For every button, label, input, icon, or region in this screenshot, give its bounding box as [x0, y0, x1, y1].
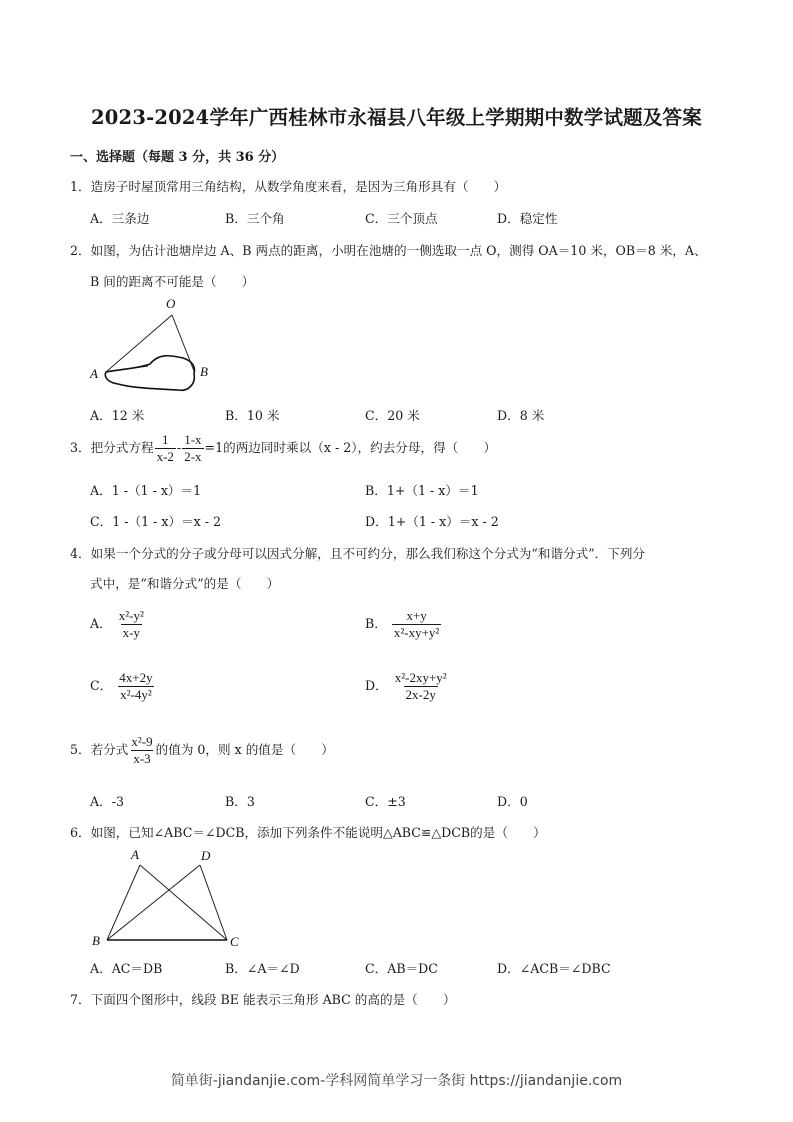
denominator: 2x-2y: [405, 687, 436, 702]
fraction: [393, 670, 449, 703]
fraction: [155, 432, 176, 465]
question-number: 2．: [70, 243, 91, 258]
q2-option-c: C．20 米: [365, 408, 420, 423]
numerator: 4x+2y: [119, 670, 153, 685]
numerator: x²-9: [131, 734, 153, 749]
question-number: 6．: [70, 825, 91, 840]
q3-option-d: D．1+（1 - x）＝x - 2: [365, 514, 499, 529]
question-number: 3．: [70, 440, 91, 455]
option-label: B．: [365, 616, 387, 631]
label-c: C: [230, 934, 239, 949]
question-7: [70, 989, 456, 1008]
question-text: 的值为 0，则 x 的值是（ ）: [155, 742, 334, 757]
q4-option-c: [90, 670, 156, 703]
denominator: x²-4y²: [120, 687, 152, 702]
option-label: A．: [90, 616, 112, 631]
numerator: x²-y²: [118, 608, 144, 623]
question-text: 如果一个分式的分子或分母可以因式分解，且不可约分，那么我们称这个分式为“和谐分式”．下列分: [90, 546, 646, 561]
question-5: [70, 734, 334, 767]
minus-sign: -: [176, 440, 182, 455]
q2-option-a: A．12 米: [90, 408, 145, 423]
q4-option-b: [365, 608, 442, 641]
q5-option-c: C．±3: [365, 794, 406, 809]
q1-option-b: B．三个角: [225, 211, 285, 226]
question-1: [70, 176, 506, 195]
q4-option-d: [365, 670, 450, 703]
question-text: 把分式方程: [90, 440, 154, 455]
denominator: x²-xy+y²: [393, 625, 440, 640]
question-text: 如图，为估计池塘岸边 A、B 两点的距离，小明在池塘的一侧选取一点 O，测得 OA＝10 米，OB＝8 米，A、: [90, 243, 707, 258]
pond-figure: [88, 294, 218, 394]
section-heading: 一、选择题（每题 3 分，共 36 分）: [70, 150, 285, 165]
q6-option-b: B．∠A＝∠D: [225, 961, 300, 976]
q1-option-c: C．三个顶点: [365, 211, 438, 226]
question-6: [70, 822, 546, 841]
label-b: B: [92, 933, 100, 948]
q5-option-a: A．-3: [90, 794, 124, 809]
question-4: [70, 543, 645, 562]
question-text: 如图，已知∠ABC＝∠DCB，添加下列条件不能说明△ABC≌△DCB的是（ ）: [90, 825, 546, 840]
q2-option-d: D．8 米: [497, 408, 545, 423]
label-b: B: [200, 364, 208, 379]
question-number: 7．: [70, 992, 91, 1007]
question-4-line2: 式中，是“和谐分式”的是（ ）: [90, 576, 280, 591]
denominator: x-y: [122, 625, 140, 640]
numerator: 1: [162, 432, 169, 447]
q4-option-a: [90, 608, 147, 641]
question-number: 5．: [70, 742, 91, 757]
fraction: [392, 608, 441, 641]
question-number: 1．: [70, 179, 91, 194]
numerator: x²-2xy+y²: [394, 670, 447, 685]
q1-option-a: A．三条边: [90, 211, 150, 226]
q3-option-c: C．1 -（1 - x）＝x - 2: [90, 514, 222, 529]
document-title: 2023-2024学年广西桂林市永福县八年级上学期期中数学试题及答案: [91, 106, 702, 129]
option-label: D．: [365, 678, 388, 693]
question-3: [70, 432, 496, 465]
triangle-figure: [88, 845, 258, 955]
q5-option-b: B．3: [225, 794, 255, 809]
q2-option-b: B．10 米: [225, 408, 280, 423]
label-a: A: [131, 847, 139, 862]
numerator: 1-x: [184, 432, 202, 447]
footer-watermark: 简单街-jiandanjie.com-学科网简单学习一条街 https://jiandanjie.com: [170, 1073, 623, 1089]
question-text: 若分式: [90, 742, 129, 757]
question-number: 4．: [70, 546, 91, 561]
question-2: [70, 240, 707, 259]
q1-option-d: D．稳定性: [497, 211, 558, 226]
q6-option-c: C．AB＝DC: [365, 961, 438, 976]
q5-option-d: D．0: [497, 794, 528, 809]
numerator: x+y: [406, 608, 427, 623]
label-d: D: [201, 848, 211, 863]
option-label: C．: [90, 678, 113, 693]
denominator: x-3: [133, 751, 151, 766]
label-a: A: [90, 366, 98, 381]
q6-option-d: D．∠ACB＝∠DBC: [497, 961, 611, 976]
fraction: [182, 432, 203, 465]
fraction: [117, 670, 154, 703]
question-text: 下面四个图形中，线段 BE 能表示三角形 ABC 的高的是（ ）: [90, 992, 456, 1007]
q3-option-b: B．1+（1 - x）＝1: [365, 483, 479, 498]
label-o: O: [166, 296, 176, 311]
denominator: x-2: [156, 449, 174, 464]
fraction: [129, 734, 154, 767]
fraction: [117, 608, 146, 641]
question-text: 造房子时屋顶常用三角结构，从数学角度来看，是因为三角形具有（ ）: [90, 179, 507, 194]
question-text: =1的两边同时乘以（x - 2），约去分母，得（ ）: [204, 440, 497, 455]
denominator: 2-x: [184, 449, 202, 464]
q3-option-a: A．1 -（1 - x）＝1: [90, 483, 202, 498]
q6-option-a: A．AC＝DB: [90, 961, 163, 976]
question-2-line2: B 间的距离不可能是（ ）: [90, 274, 255, 289]
